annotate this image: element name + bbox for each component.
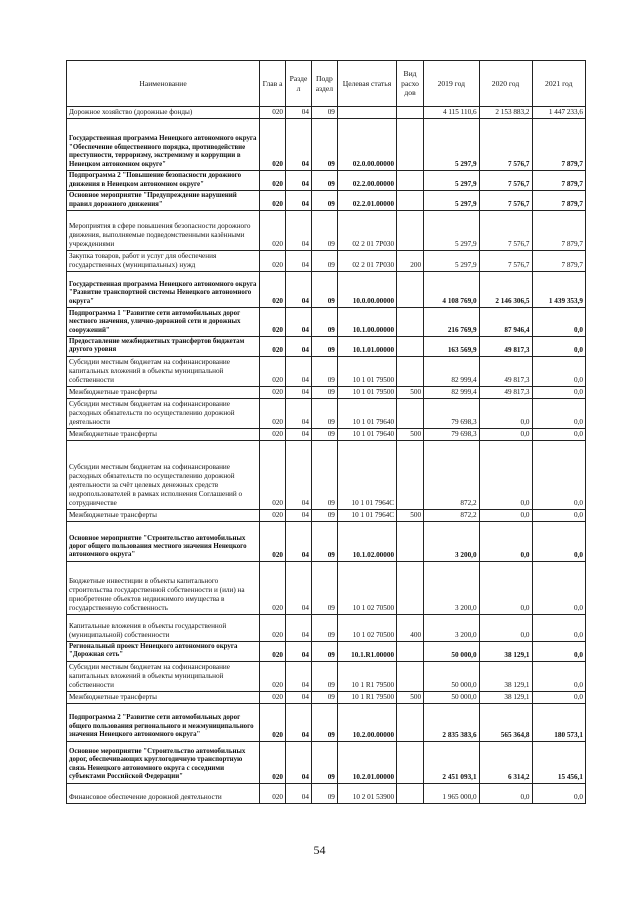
row-expense-type (397, 561, 424, 614)
row-value-2019: 2 451 093,1 (424, 741, 480, 783)
row-value-2021: 180 573,1 (532, 703, 586, 741)
row-expense-type (397, 107, 424, 119)
row-value-2021: 0,0 (532, 337, 586, 357)
row-value-2021: 7 879,7 (532, 191, 586, 211)
row-glava: 020 (260, 171, 286, 191)
header-podrazdel: Подр аздел (311, 61, 337, 107)
row-expense-type: 500 (397, 428, 424, 440)
row-razdel: 04 (286, 337, 312, 357)
row-value-2021: 1 439 353,9 (532, 272, 586, 308)
table-row (67, 272, 586, 308)
row-value-2020: 565 364,8 (479, 703, 532, 741)
row-value-2021: 0,0 (532, 440, 586, 509)
row-razdel: 04 (286, 703, 312, 741)
row-target-article: 02.2.00.00000 (337, 171, 396, 191)
row-value-2020: 7 576,7 (479, 171, 532, 191)
row-target-article: 10 1 R1 79500 (337, 691, 396, 703)
table-row (67, 661, 586, 691)
table-row (67, 741, 586, 783)
row-glava: 020 (260, 614, 286, 641)
row-expense-type: 500 (397, 509, 424, 521)
table-row (67, 428, 586, 440)
row-name: Межбюджетные трансферты (67, 509, 260, 521)
row-name: Мероприятия в сфере повышения безопасности дорожного движения, выполняемые подведомственными казёнными учреждениями (67, 211, 260, 251)
row-target-article: 10.2.01.00000 (337, 741, 396, 783)
row-razdel: 04 (286, 561, 312, 614)
row-value-2021: 7 879,7 (532, 171, 586, 191)
row-value-2020: 49 817,3 (479, 386, 532, 398)
row-value-2021: 0,0 (532, 509, 586, 521)
row-podrazdel: 09 (311, 119, 337, 171)
row-name: Подпрограмма 1 "Развитие сети автомобильных дорог местного значения, улично-дорожной сети и дорожных сооружений" (67, 308, 260, 337)
row-target-article: 10 1 01 79640 (337, 428, 396, 440)
row-podrazdel: 09 (311, 107, 337, 119)
row-value-2019: 872,2 (424, 440, 480, 509)
header-glava: Глав а (260, 61, 286, 107)
table-row (67, 356, 586, 386)
row-name: Межбюджетные трансферты (67, 691, 260, 703)
row-value-2021: 0,0 (532, 614, 586, 641)
row-value-2019: 79 698,3 (424, 398, 480, 428)
row-value-2021: 0,0 (532, 308, 586, 337)
row-target-article: 10 1 01 7964С (337, 440, 396, 509)
row-value-2019: 50 000,0 (424, 661, 480, 691)
row-target-article: 10 1 R1 79500 (337, 661, 396, 691)
row-podrazdel: 09 (311, 191, 337, 211)
row-value-2020: 0,0 (479, 398, 532, 428)
row-glava: 020 (260, 509, 286, 521)
row-value-2020: 49 817,3 (479, 356, 532, 386)
row-target-article: 02 2 01 7Р030 (337, 251, 396, 272)
row-razdel: 04 (286, 211, 312, 251)
row-expense-type (397, 661, 424, 691)
row-value-2020: 0,0 (479, 428, 532, 440)
row-target-article: 10.0.00.00000 (337, 272, 396, 308)
row-target-article: 10 2 01 53900 (337, 783, 396, 803)
row-target-article (337, 107, 396, 119)
row-expense-type (397, 641, 424, 661)
row-glava: 020 (260, 356, 286, 386)
row-name: Основное мероприятие "Предупреждение нарушений правил дорожного движения" (67, 191, 260, 211)
row-value-2019: 5 297,9 (424, 119, 480, 171)
row-value-2021: 0,0 (532, 356, 586, 386)
row-expense-type (397, 783, 424, 803)
row-name: Капитальные вложения в объекты государственной (муниципальной) собственности (67, 614, 260, 641)
table-row (67, 211, 586, 251)
row-expense-type (397, 191, 424, 211)
row-value-2019: 82 999,4 (424, 356, 480, 386)
row-glava: 020 (260, 741, 286, 783)
row-podrazdel: 09 (311, 251, 337, 272)
row-value-2019: 50 000,0 (424, 641, 480, 661)
row-value-2019: 3 200,0 (424, 521, 480, 561)
row-value-2021: 0,0 (532, 386, 586, 398)
table-header (67, 61, 586, 107)
table-row (67, 386, 586, 398)
row-target-article: 10.1.02.00000 (337, 521, 396, 561)
row-expense-type: 500 (397, 386, 424, 398)
row-name: Государственная программа Ненецкого автономного округа "Обеспечение общественного порядка, противодействие преступности, терроризму, экстремизму и коррупции в Ненецком автономном округе" (67, 119, 260, 171)
row-podrazdel: 09 (311, 614, 337, 641)
row-target-article: 10 1 01 79500 (337, 356, 396, 386)
row-value-2019: 872,2 (424, 509, 480, 521)
row-value-2020: 38 129,1 (479, 641, 532, 661)
row-expense-type (397, 440, 424, 509)
table-row (67, 521, 586, 561)
row-value-2021: 0,0 (532, 561, 586, 614)
row-expense-type (397, 521, 424, 561)
row-value-2020: 2 153 883,2 (479, 107, 532, 119)
row-value-2021: 0,0 (532, 661, 586, 691)
row-value-2020: 0,0 (479, 509, 532, 521)
row-glava: 020 (260, 440, 286, 509)
row-value-2021: 7 879,7 (532, 251, 586, 272)
row-name: Субсидии местным бюджетам на софинансирование капитальных вложений в объекты муниципальной собственности (67, 661, 260, 691)
row-razdel: 04 (286, 440, 312, 509)
row-expense-type (397, 171, 424, 191)
table-row (67, 337, 586, 357)
row-name: Межбюджетные трансферты (67, 386, 260, 398)
row-razdel: 04 (286, 614, 312, 641)
row-target-article: 10 1 01 79500 (337, 386, 396, 398)
row-target-article: 02 2 01 7Р030 (337, 211, 396, 251)
row-razdel: 04 (286, 119, 312, 171)
row-expense-type (397, 741, 424, 783)
row-value-2020: 2 146 306,5 (479, 272, 532, 308)
row-glava: 020 (260, 272, 286, 308)
row-value-2020: 38 129,1 (479, 661, 532, 691)
row-razdel: 04 (286, 398, 312, 428)
row-glava: 020 (260, 641, 286, 661)
row-value-2020: 87 946,4 (479, 308, 532, 337)
table-row (67, 783, 586, 803)
row-value-2021: 0,0 (532, 428, 586, 440)
row-name: Субсидии местным бюджетам на софинансирование расходных обязательств по осуществлению дорожной деятельности за счёт целевых денежных средств недропользователей в рамках исполнения Соглашений о сотрудничестве (67, 440, 260, 509)
table-row (67, 119, 586, 171)
row-name: Подпрограмма 2 "Повышение безопасности дорожного движения в Ненецком автономном округе" (67, 171, 260, 191)
row-glava: 020 (260, 561, 286, 614)
table-row (67, 107, 586, 119)
row-razdel: 04 (286, 386, 312, 398)
row-value-2020: 38 129,1 (479, 691, 532, 703)
row-value-2019: 3 200,0 (424, 561, 480, 614)
row-podrazdel: 09 (311, 691, 337, 703)
row-value-2021: 0,0 (532, 691, 586, 703)
row-podrazdel: 09 (311, 783, 337, 803)
row-glava: 020 (260, 703, 286, 741)
row-expense-type (397, 119, 424, 171)
row-podrazdel: 09 (311, 703, 337, 741)
row-target-article: 10 1 02 70500 (337, 561, 396, 614)
table-row (67, 440, 586, 509)
header-year-2019: 2019 год (424, 61, 480, 107)
row-podrazdel: 09 (311, 386, 337, 398)
row-podrazdel: 09 (311, 171, 337, 191)
row-target-article: 02.0.00.00000 (337, 119, 396, 171)
row-target-article: 10 1 02 70500 (337, 614, 396, 641)
row-razdel: 04 (286, 691, 312, 703)
row-value-2019: 5 297,9 (424, 211, 480, 251)
row-name: Предоставление межбюджетных трансфертов бюджетам другого уровня (67, 337, 260, 357)
row-target-article: 10.1.01.00000 (337, 337, 396, 357)
row-expense-type: 200 (397, 251, 424, 272)
row-value-2021: 7 879,7 (532, 211, 586, 251)
row-expense-type (397, 272, 424, 308)
row-value-2020: 7 576,7 (479, 191, 532, 211)
row-target-article: 10.2.00.00000 (337, 703, 396, 741)
header-name: Наименование (67, 61, 260, 107)
row-razdel: 04 (286, 521, 312, 561)
row-glava: 020 (260, 398, 286, 428)
row-name: Дорожное хозяйство (дорожные фонды) (67, 107, 260, 119)
row-glava: 020 (260, 783, 286, 803)
row-podrazdel: 09 (311, 641, 337, 661)
row-expense-type: 500 (397, 691, 424, 703)
header-razdel: Разде л (286, 61, 312, 107)
row-razdel: 04 (286, 356, 312, 386)
row-razdel: 04 (286, 661, 312, 691)
row-value-2020: 0,0 (479, 440, 532, 509)
row-value-2020: 7 576,7 (479, 211, 532, 251)
row-value-2019: 3 200,0 (424, 614, 480, 641)
header-expense-type: Вид расхо дов (397, 61, 424, 107)
row-razdel: 04 (286, 741, 312, 783)
row-razdel: 04 (286, 272, 312, 308)
row-value-2020: 0,0 (479, 614, 532, 641)
row-value-2019: 4 108 769,0 (424, 272, 480, 308)
row-value-2020: 6 314,2 (479, 741, 532, 783)
row-expense-type (397, 337, 424, 357)
row-glava: 020 (260, 386, 286, 398)
row-podrazdel: 09 (311, 356, 337, 386)
row-razdel: 04 (286, 107, 312, 119)
row-podrazdel: 09 (311, 211, 337, 251)
row-name: Субсидии местным бюджетам на софинансирование расходных обязательств по осуществлению дорожной деятельности (67, 398, 260, 428)
table-row (67, 561, 586, 614)
row-name: Межбюджетные трансферты (67, 428, 260, 440)
row-name: Бюджетные инвестиции в объекты капитального строительства государственной собственности и (или) на приобретение объектов недвижимого имущества в государственную собственность (67, 561, 260, 614)
row-value-2021: 0,0 (532, 398, 586, 428)
row-value-2019: 5 297,9 (424, 171, 480, 191)
table-row (67, 171, 586, 191)
row-razdel: 04 (286, 641, 312, 661)
row-podrazdel: 09 (311, 398, 337, 428)
row-value-2019: 79 698,3 (424, 428, 480, 440)
row-podrazdel: 09 (311, 521, 337, 561)
row-glava: 020 (260, 691, 286, 703)
row-name: Закупка товаров, работ и услуг для обеспечения государственных (муниципальных) нужд (67, 251, 260, 272)
row-value-2021: 7 879,7 (532, 119, 586, 171)
budget-table (66, 60, 586, 804)
row-value-2019: 2 835 383,6 (424, 703, 480, 741)
row-value-2021: 0,0 (532, 641, 586, 661)
row-razdel: 04 (286, 171, 312, 191)
table-body (67, 107, 586, 804)
row-podrazdel: 09 (311, 337, 337, 357)
row-podrazdel: 09 (311, 440, 337, 509)
row-razdel: 04 (286, 428, 312, 440)
header-year-2021: 2021 год (532, 61, 586, 107)
row-expense-type (397, 398, 424, 428)
table-row (67, 251, 586, 272)
row-glava: 020 (260, 337, 286, 357)
table-row (67, 308, 586, 337)
table-row (67, 614, 586, 641)
row-glava: 020 (260, 191, 286, 211)
row-razdel: 04 (286, 783, 312, 803)
row-value-2021: 0,0 (532, 521, 586, 561)
row-target-article: 10.1.00.00000 (337, 308, 396, 337)
row-value-2019: 50 000,0 (424, 691, 480, 703)
page-number: 54 (313, 843, 326, 857)
row-glava: 020 (260, 661, 286, 691)
row-value-2019: 1 965 000,0 (424, 783, 480, 803)
row-podrazdel: 09 (311, 272, 337, 308)
row-value-2021: 0,0 (532, 783, 586, 803)
row-value-2020: 0,0 (479, 561, 532, 614)
row-expense-type: 400 (397, 614, 424, 641)
row-podrazdel: 09 (311, 661, 337, 691)
header-target-article: Целевая статья (337, 61, 396, 107)
table-row (67, 509, 586, 521)
row-value-2019: 163 569,9 (424, 337, 480, 357)
row-glava: 020 (260, 521, 286, 561)
row-glava: 020 (260, 428, 286, 440)
row-name: Основное мероприятие "Строительство автомобильных дорог, обеспечивающих круглогодичную транспортную связь Ненецкого автономного округа с соседними субъектами Российской Федерации" (67, 741, 260, 783)
row-expense-type (397, 211, 424, 251)
row-name: Региональный проект Ненецкого автономного округа "Дорожная сеть" (67, 641, 260, 661)
row-podrazdel: 09 (311, 509, 337, 521)
row-value-2020: 49 817,3 (479, 337, 532, 357)
row-value-2020: 7 576,7 (479, 119, 532, 171)
row-value-2020: 0,0 (479, 521, 532, 561)
row-value-2021: 1 447 233,6 (532, 107, 586, 119)
row-name: Основное мероприятие "Строительство автомобильных дорог общего пользования местного значения Ненецкого автономного округа" (67, 521, 260, 561)
row-razdel: 04 (286, 308, 312, 337)
row-target-article: 10.1.R1.00000 (337, 641, 396, 661)
row-expense-type (397, 703, 424, 741)
row-target-article: 10 1 01 7964С (337, 509, 396, 521)
row-razdel: 04 (286, 251, 312, 272)
row-podrazdel: 09 (311, 561, 337, 614)
table-row (67, 398, 586, 428)
row-glava: 020 (260, 107, 286, 119)
table-row (67, 691, 586, 703)
table-row (67, 703, 586, 741)
row-podrazdel: 09 (311, 428, 337, 440)
row-glava: 020 (260, 251, 286, 272)
row-glava: 020 (260, 308, 286, 337)
row-expense-type (397, 308, 424, 337)
header-year-2020: 2020 год (479, 61, 532, 107)
row-value-2019: 216 769,9 (424, 308, 480, 337)
row-expense-type (397, 356, 424, 386)
row-target-article: 10 1 01 79640 (337, 398, 396, 428)
table-row (67, 191, 586, 211)
row-name: Подпрограмма 2 "Развитие сети автомобильных дорог общего пользования регионального и межмуниципального значения Ненецкого автономного округа" (67, 703, 260, 741)
row-value-2021: 15 456,1 (532, 741, 586, 783)
row-razdel: 04 (286, 509, 312, 521)
row-value-2020: 0,0 (479, 783, 532, 803)
row-value-2019: 5 297,9 (424, 251, 480, 272)
row-razdel: 04 (286, 191, 312, 211)
table-row (67, 641, 586, 661)
row-name: Субсидии местным бюджетам на софинансирование капитальных вложений в объекты муниципальной собственности (67, 356, 260, 386)
row-value-2019: 5 297,9 (424, 191, 480, 211)
row-name: Финансовое обеспечение дорожной деятельности (67, 783, 260, 803)
row-glava: 020 (260, 211, 286, 251)
row-glava: 020 (260, 119, 286, 171)
row-podrazdel: 09 (311, 741, 337, 783)
row-value-2019: 82 999,4 (424, 386, 480, 398)
row-podrazdel: 09 (311, 308, 337, 337)
row-value-2019: 4 115 110,6 (424, 107, 480, 119)
row-name: Государственная программа Ненецкого автономного округа "Развитие транспортной системы Ненецкого автономного округа" (67, 272, 260, 308)
row-target-article: 02.2.01.00000 (337, 191, 396, 211)
row-value-2020: 7 576,7 (479, 251, 532, 272)
